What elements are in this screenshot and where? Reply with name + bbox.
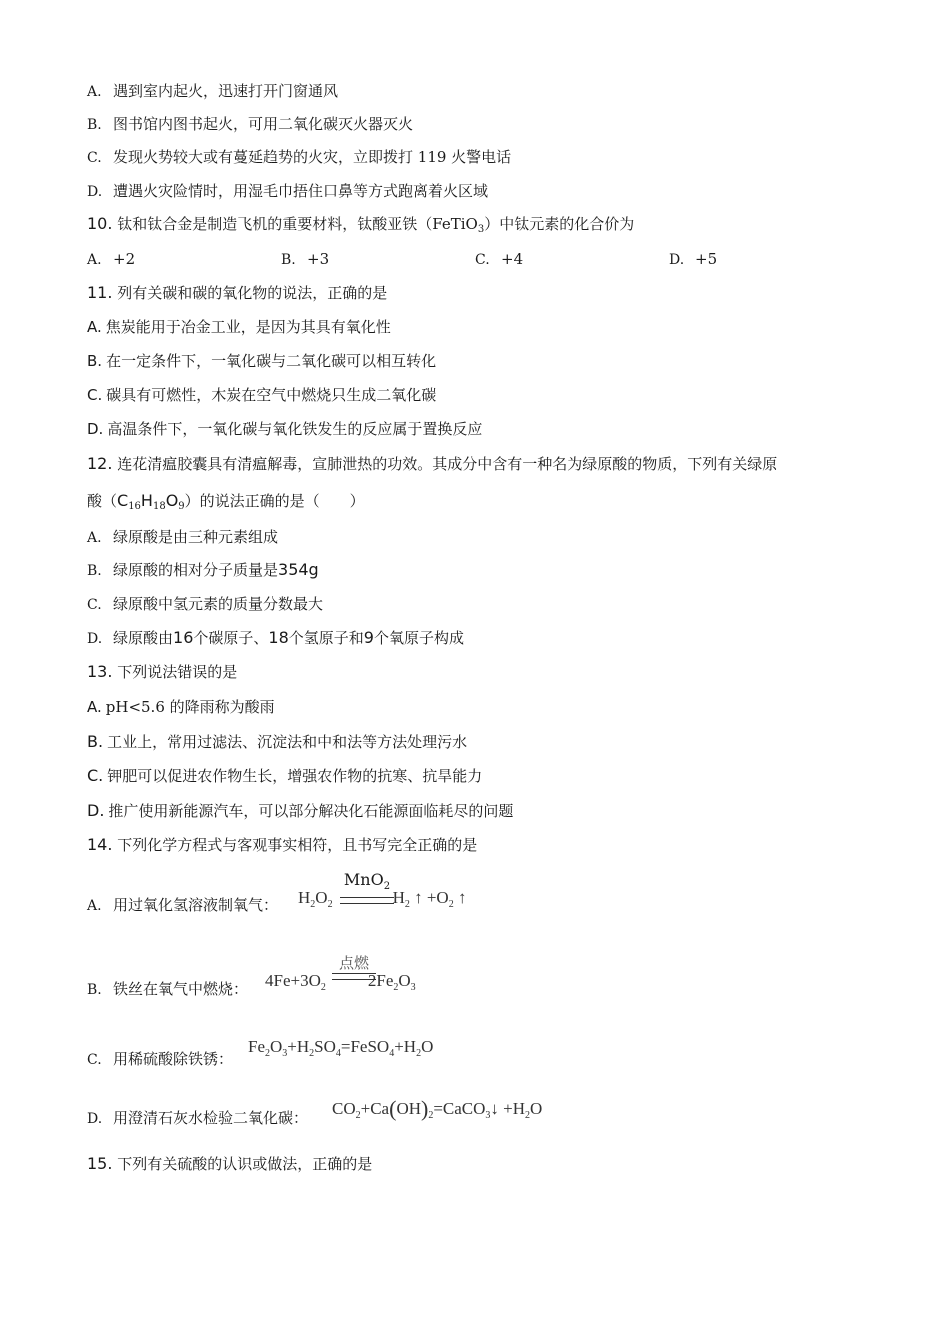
q10-stem [87, 213, 634, 235]
q15-stem [87, 1153, 372, 1175]
option-text: +4 [501, 250, 524, 268]
option-text: 在一定条件下，一氧化碳与二氧化碳可以相互转化 [106, 352, 437, 370]
question-number: 13. [87, 662, 113, 681]
option-label: C. [87, 1052, 102, 1068]
option-label: A. [87, 698, 102, 716]
option-text: 焦炭能用于冶金工业，是因为其具有氧化性 [105, 318, 391, 336]
option-text: 工业上，常用过滤法、沉淀法和中和法等方法处理污水 [107, 733, 468, 751]
option-text: +5 [695, 250, 718, 268]
equation-d: $CO_2+Ca(OH)_2=CaCO_3↓ +H_2O$ [332, 1096, 543, 1121]
q14-option-b [87, 978, 248, 1001]
option-label: B. [87, 352, 103, 370]
option-text: 发现火势较大或有蔓延趋势的火灾，立即拨打 119 火警电话 [113, 148, 512, 166]
option-label: B. [87, 117, 102, 133]
question-text-suffix: ）的说法正确的是（ ） [184, 492, 365, 510]
option-text: 图书馆内图书起火，可用二氧化碳灭火器灭火 [113, 115, 414, 133]
question-text: 连花清瘟胶囊具有清瘟解毒，宣肺泄热的功效。其成分中含有一种名为绿原酸的物质，下列有关绿原 [117, 455, 778, 473]
option-text: 高温条件下，一氧化碳与氧化铁发生的反应属于置换反应 [107, 420, 483, 438]
option-text: 绿原酸由 [113, 629, 174, 647]
q13-option-a [87, 696, 275, 718]
option-label: B. [281, 252, 296, 268]
option-label: C. [87, 150, 102, 166]
q12-option-a [87, 526, 278, 549]
q13-option-d [87, 800, 513, 822]
option-value: 354g [278, 560, 319, 579]
q11-option-b [87, 350, 436, 372]
q13-stem [87, 661, 237, 683]
option-text: 钾肥可以促进农作物生长，增强农作物的抗寒、抗旱能力 [107, 767, 483, 785]
q10-option-a [87, 248, 135, 271]
question-text: 下列有关硫酸的认识或做法，正确的是 [117, 1155, 373, 1173]
option-text: 个氧原子构成 [373, 629, 464, 647]
equation-a: $H_2O_2$ $H_2$ ↑ $+O_2$ ↑ [298, 888, 467, 910]
q11-stem [87, 282, 387, 304]
q11-option-c [87, 384, 436, 406]
option-label: D. [87, 420, 104, 438]
catalyst-formula: MnO [343, 870, 384, 889]
q9-option-b [87, 113, 413, 136]
q12-option-c [87, 593, 323, 616]
option-label: B. [87, 982, 102, 998]
q11-option-a [87, 316, 391, 338]
question-text: 下列化学方程式与客观事实相符，且书写完全正确的是 [117, 836, 478, 854]
formula-symbol: H [140, 491, 153, 510]
option-label: C. [87, 766, 104, 785]
option-label: C. [475, 252, 490, 268]
option-label: D. [669, 252, 685, 268]
option-text: 绿原酸的相对分子质量是 [113, 561, 279, 579]
option-label: A. [87, 898, 102, 914]
question-text: 钛和钛合金是制造飞机的重要材料，钛酸亚铁（FeTiO [117, 215, 478, 233]
equation-b-condition [332, 954, 376, 980]
formula-symbol: O [165, 491, 179, 510]
q14-option-d [87, 1107, 308, 1130]
option-text: 个氢原子和 [288, 629, 364, 647]
formula-subscript: 16 [128, 501, 141, 512]
option-label: D. [87, 1111, 103, 1127]
option-label: B. [87, 563, 102, 579]
question-number: 14. [87, 835, 113, 854]
option-label: B. [87, 732, 104, 751]
q13-option-b [87, 731, 467, 753]
q9-option-c [87, 146, 511, 169]
question-text-suffix: ）中钛元素的化合价为 [484, 215, 635, 233]
option-text: 遭遇火灾险情时，用湿毛巾捂住口鼻等方式跑离着火区域 [113, 182, 489, 200]
option-label: D. [87, 801, 105, 820]
q12-option-b [87, 559, 319, 582]
q14-stem [87, 834, 477, 856]
q12-stem-line1 [87, 453, 777, 475]
option-text: 用过氧化氢溶液制氧气： [113, 896, 279, 914]
option-text: 绿原酸是由三种元素组成 [113, 528, 279, 546]
equation-b: $4Fe+3O_2$ $2Fe_2O_3$ [265, 971, 416, 993]
option-label: A. [87, 84, 102, 100]
formula-subscript: 3 [477, 224, 485, 235]
question-number: 15. [87, 1154, 113, 1173]
question-text: 下列说法错误的是 [117, 663, 238, 681]
option-label: D. [87, 184, 103, 200]
option-text: 碳具有可燃性，木炭在空气中燃烧只生成二氧化碳 [106, 386, 437, 404]
question-text-prefix: 酸（ [87, 492, 118, 510]
q11-option-d [87, 418, 482, 440]
question-text: 列有关碳和碳的氧化物的说法，正确的是 [117, 284, 388, 302]
q13-option-c [87, 765, 482, 787]
q9-option-d [87, 180, 488, 203]
option-number: 9 [363, 628, 374, 647]
q14-option-c [87, 1048, 233, 1071]
option-text: 用稀硫酸除铁锈： [113, 1050, 234, 1068]
option-text: +2 [113, 250, 136, 268]
option-text: +3 [307, 250, 330, 268]
question-number: 12. [87, 454, 113, 473]
option-text: 铁丝在氧气中燃烧： [113, 980, 249, 998]
q10-option-d [669, 248, 717, 271]
condition-text: 点燃 [338, 954, 369, 972]
formula-subscript: 9 [178, 501, 185, 512]
q12-stem-line2 [87, 490, 365, 512]
option-label: C. [87, 597, 102, 613]
formula-subscript: 18 [152, 501, 166, 512]
option-label: C. [87, 386, 103, 404]
formula-symbol: C [117, 491, 129, 510]
option-label: A. [87, 252, 102, 268]
equal-sign [332, 973, 376, 980]
option-text: 遇到室内起火，迅速打开门窗通风 [113, 82, 339, 100]
option-text: pH<5.6 的降雨称为酸雨 [105, 698, 275, 716]
q10-option-b [281, 248, 329, 271]
q10-option-c [475, 248, 523, 271]
option-number: 16 [173, 628, 194, 647]
option-text: 用澄清石灰水检验二氧化碳： [113, 1109, 309, 1127]
option-label: A. [87, 530, 102, 546]
option-text: 绿原酸中氢元素的质量分数最大 [113, 595, 324, 613]
option-text: 个碳原子、 [193, 629, 269, 647]
q14-option-a [87, 894, 278, 917]
option-number: 18 [268, 628, 289, 647]
catalyst-subscript: 2 [383, 881, 391, 893]
question-number: 10. [87, 214, 113, 233]
question-number: 11. [87, 283, 113, 302]
equation-a-condition [340, 871, 394, 904]
equation-c: $Fe_2O_3+H_2SO_4=FeSO_4+H_2O$ [248, 1037, 434, 1059]
option-label: A. [87, 318, 102, 336]
option-label: D. [87, 631, 103, 647]
option-text: 推广使用新能源汽车，可以部分解决化石能源面临耗尽的问题 [108, 802, 514, 820]
q9-option-a [87, 80, 338, 103]
q12-option-d [87, 627, 464, 650]
equal-sign [340, 897, 394, 904]
q10-options [87, 248, 847, 270]
